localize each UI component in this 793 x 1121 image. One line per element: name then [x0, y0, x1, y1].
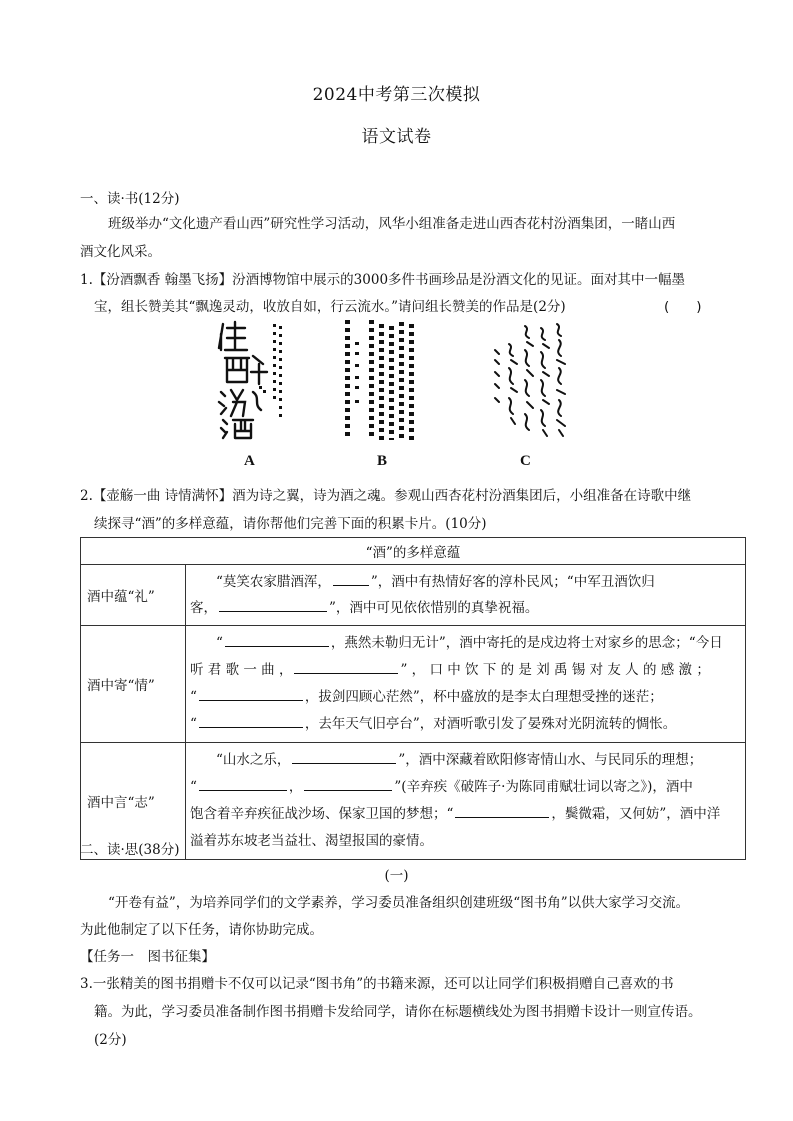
section1-heading: 一、读·书(12分) — [80, 191, 180, 207]
section2-intro-line2: 为此他制定了以下任务，请你协助完成。 — [80, 922, 323, 938]
accumulation-card-table — [80, 537, 746, 860]
card-row-content-li: “莫笑农家腊酒浑， ”，酒中有热情好客的淳朴民风；“中军丑酒饮归 客， ”，酒中可见依依惜别的真挚祝福。 — [186, 565, 746, 626]
fill-blank[interactable] — [199, 778, 287, 791]
fill-blank[interactable] — [199, 715, 303, 728]
card-row-content-zhi: “山水之乐， ”，酒中深藏着欧阳修寄情山水、与民同乐的理想； “ ， ”(辛弃疾《破阵子·为陈同甫赋壮词以寄之》)，酒中 饱含着辛弃疾征战沙场、保家卫国的梦想；“ ，鬓微霜，又何妨”，酒中洋 溢着苏东坡老当益壮、渴望报国的豪情。 — [186, 743, 746, 860]
fill-blank[interactable] — [225, 634, 329, 647]
card-row-label-zhi: 酒中言“志” — [81, 743, 186, 860]
q2-line2: 续探寻“酒”的多样意蕴，请你帮他们完善下面的积累卡片。(10分) — [94, 516, 487, 532]
section2-heading: 二、读·思(38分) — [80, 842, 180, 858]
fill-blank[interactable] — [304, 778, 392, 791]
section1-intro-line1: 班级举办“文化遗产看山西”研究性学习活动，风华小组准备走进山西杏花村汾酒集团，一睹山西 — [108, 216, 676, 232]
q3-line2: 籍。为此，学习委员准备制作图书捐赠卡发给同学，请你在标题横线处为图书捐赠卡设计一则宣传语。 — [94, 1004, 702, 1020]
fill-blank[interactable] — [455, 805, 549, 818]
option-a-label: A — [244, 453, 255, 469]
fill-blank[interactable] — [199, 688, 303, 701]
card-row-content-qing: “ ，燕然未勒归无计”，酒中寄托的是戍边将士对家乡的思念；“今日 听 君 歌 一 曲 ， ” ， 口 中 饮 下 的 是 刘 禹 锡 对 友 人 的 感 激 ； “ ，拔剑四顾心茫然”，杯中盛放的是李太白理想受挫的迷茫； “ ，去年天气旧亭台”，对酒听歌引发了晏殊对光阴流转的惆怅。 — [186, 626, 746, 743]
option-b-label: B — [377, 453, 388, 469]
calligraphy-a-image — [215, 320, 295, 440]
exam-subject: 语文试卷 — [361, 127, 432, 147]
card-row-label-li: 酒中蕴“礼” — [81, 565, 186, 626]
exam-title: 2024中考第三次模拟 — [312, 85, 481, 105]
section2-intro-line1: “开卷有益”，为培养同学们的文学素养，学习委员准备组织创建班级“图书角”以供大家学习交流。 — [108, 895, 690, 911]
fill-blank[interactable] — [294, 661, 398, 674]
q2-line1: 2.【壶觞一曲 诗情满怀】酒为诗之翼，诗为酒之魂。参观山西杏花村汾酒集团后，小组准备在诗歌中继 — [80, 488, 692, 504]
section1-intro-line2: 酒文化风采。 — [80, 244, 161, 260]
option-c-label: C — [520, 453, 531, 469]
calligraphy-b-image — [345, 320, 425, 440]
card-row-label-qing: 酒中寄“情” — [81, 626, 186, 743]
q1-line1: 1.【汾酒飘香 翰墨飞扬】汾酒博物馆中展示的3000多件书画珍品是汾酒文化的见证。面对其中一幅墨 — [80, 272, 686, 288]
fill-blank[interactable] — [333, 573, 369, 586]
card-title: “酒”的多样意蕴 — [81, 538, 746, 565]
q1-answer-bracket: ( ) — [664, 299, 702, 315]
fill-blank[interactable] — [219, 599, 327, 612]
fill-blank[interactable] — [292, 751, 396, 764]
section2-part-number: (一) — [384, 868, 409, 884]
calligraphy-c-image — [487, 320, 572, 440]
task1-heading: 【任务一 图书征集】 — [80, 949, 215, 965]
q3-line3: (2分) — [94, 1032, 127, 1048]
q1-line2: 宝，组长赞美其“飘逸灵动，收放自如，行云流水。”请问组长赞美的作品是(2分) — [94, 299, 566, 315]
q3-line1: 3.一张精美的图书捐赠卡不仅可以记录“图书角”的书籍来源，还可以让同学们积极捐赠自己喜欢的书 — [80, 976, 674, 992]
